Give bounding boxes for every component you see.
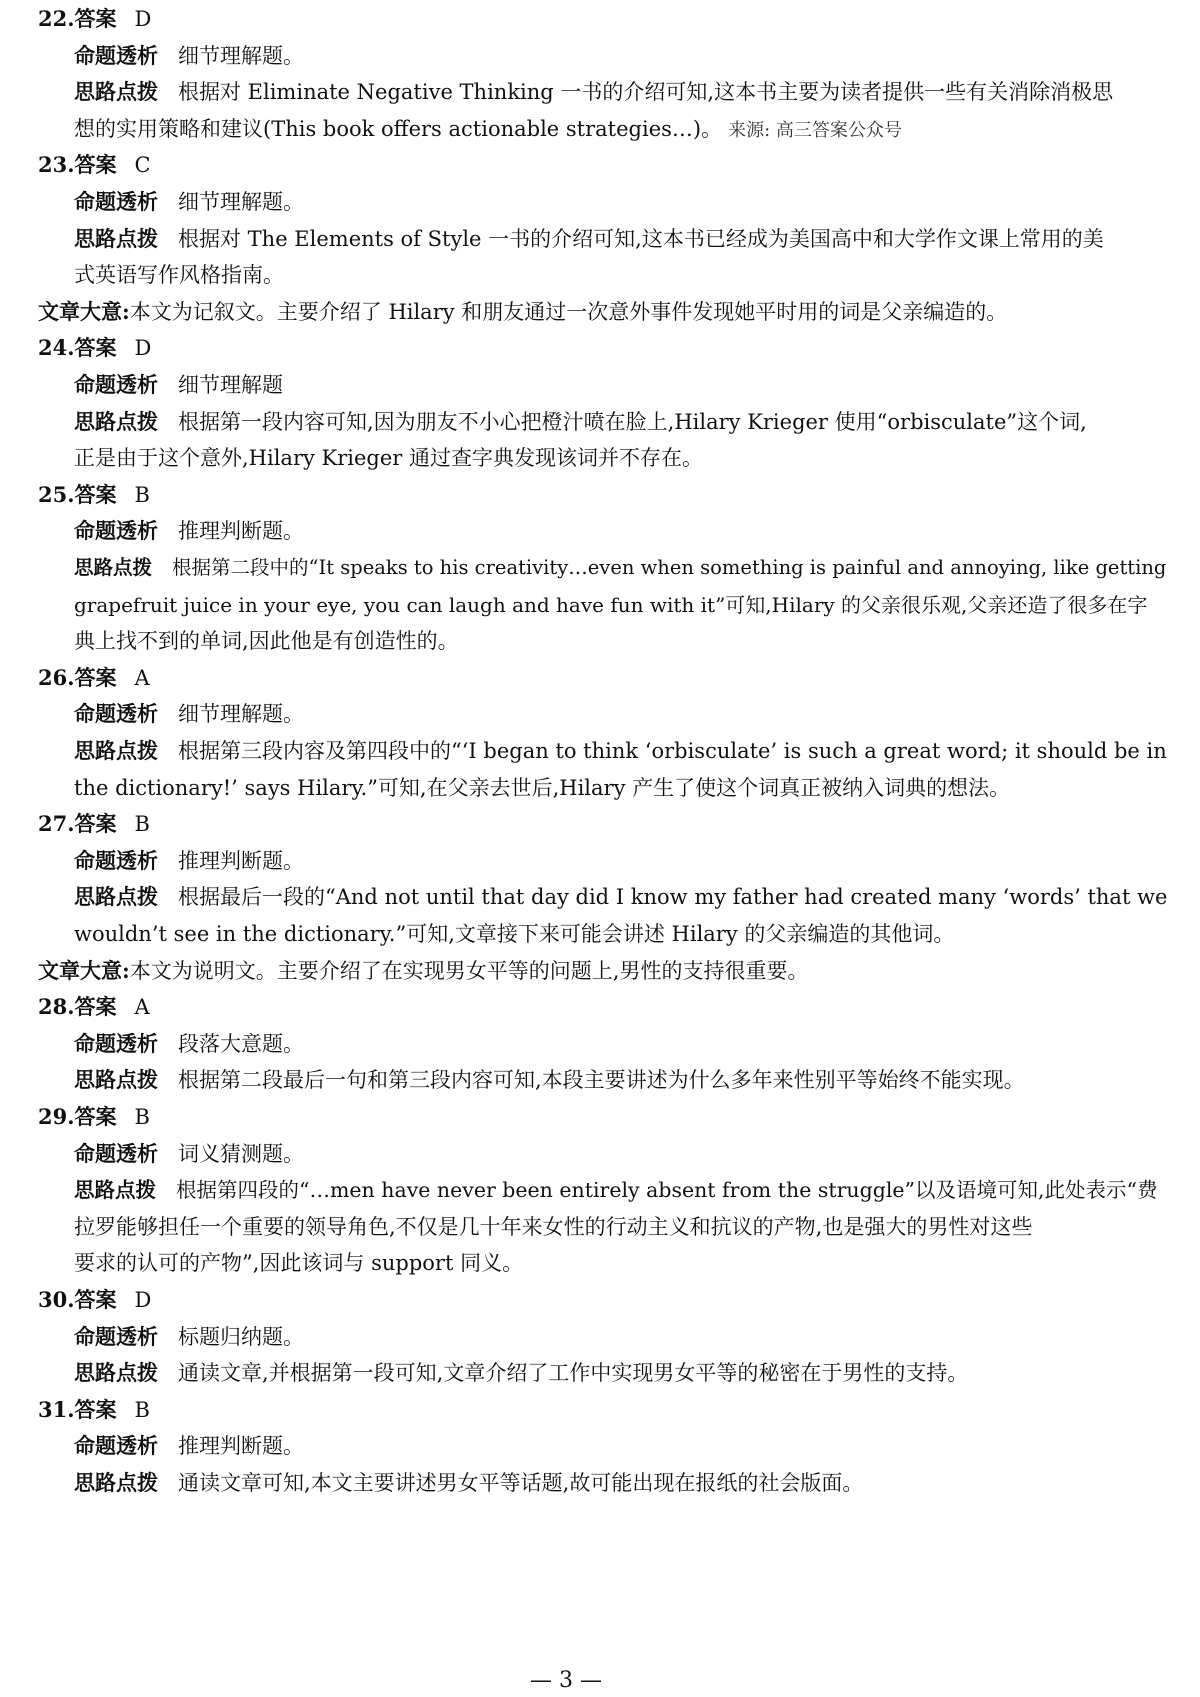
analysis-text: 根据第二段最后一句和第三段内容可知,本段主要讲述为什么多年来性别平等始终不能实现。 xyxy=(178,1068,1025,1093)
analysis-label: 思路点拨 xyxy=(74,1360,158,1386)
answer-letter: B xyxy=(134,812,150,837)
answer-line xyxy=(38,993,150,1021)
answer-label: 答案 xyxy=(74,335,117,361)
question-number: 31. xyxy=(38,1396,75,1422)
analysis-line xyxy=(74,554,1166,582)
answer-letter: B xyxy=(134,1397,150,1422)
analysis-label: 命题透析 xyxy=(74,1433,158,1459)
question-number: 29. xyxy=(38,1104,75,1129)
analysis-text: 词义猜测题。 xyxy=(178,1141,304,1166)
answer-line xyxy=(38,664,150,692)
analysis-label: 思路点拨 xyxy=(74,79,158,105)
continuation-text: the dictionary!’ says Hilary.”可知,在父亲去世后,Hilary 产生了使这个词真正被纳入词典的想法。 xyxy=(74,775,1011,800)
analysis-text: 推理判断题。 xyxy=(178,519,304,544)
answer-label: 答案 xyxy=(74,1104,117,1129)
analysis-label: 命题透析 xyxy=(74,1140,158,1166)
answer-letter: A xyxy=(134,665,150,690)
analysis-line xyxy=(74,78,1113,106)
answer-line xyxy=(38,1103,150,1131)
analysis-line xyxy=(74,1323,304,1351)
analysis-label: 思路点拨 xyxy=(74,1178,156,1203)
analysis-text: 段落大意题。 xyxy=(178,1031,304,1056)
continuation-text: 要求的认可的产物”,因此该词与 support 同义。 xyxy=(74,1251,524,1276)
analysis-line xyxy=(74,1030,304,1058)
analysis-text: 细节理解题。 xyxy=(178,43,304,68)
analysis-label: 思路点拨 xyxy=(74,884,158,910)
analysis-label: 思路点拨 xyxy=(74,556,153,579)
analysis-label: 命题透析 xyxy=(74,1323,158,1349)
continuation-text: 想的实用策略和建议(This book offers actionable strategies…)。 xyxy=(74,116,723,141)
analysis-text: 推理判断题。 xyxy=(178,1434,304,1459)
summary-text: 本文为记叙文。主要介绍了 Hilary 和朋友通过一次意外事件发现她平时用的词是父亲编造的。 xyxy=(129,299,1008,324)
question-number: 30. xyxy=(38,1287,75,1312)
analysis-label: 命题透析 xyxy=(74,189,158,214)
analysis-label: 命题透析 xyxy=(74,372,158,397)
analysis-line xyxy=(74,1359,968,1387)
analysis-label: 命题透析 xyxy=(74,701,158,727)
answer-label: 答案 xyxy=(74,994,117,1020)
analysis-line xyxy=(74,1432,304,1460)
article-summary xyxy=(38,957,808,985)
answer-letter: B xyxy=(134,482,150,507)
analysis-text: 根据最后一段的“And not until that day did I know my father had created many ‘words’ that we xyxy=(178,885,1168,910)
continuation-line xyxy=(74,627,459,655)
continuation-line xyxy=(74,115,902,145)
continuation-line xyxy=(74,1213,1032,1241)
article-summary xyxy=(38,298,1007,326)
analysis-label: 命题透析 xyxy=(74,1030,158,1056)
analysis-label: 思路点拨 xyxy=(74,738,158,763)
continuation-text: 典上找不到的单词,因此他是有创造性的。 xyxy=(74,629,459,654)
answer-line xyxy=(38,1396,150,1424)
summary-text: 本文为说明文。主要介绍了在实现男女平等的问题上,男性的支持很重要。 xyxy=(129,958,809,983)
analysis-line xyxy=(74,737,1167,765)
continuation-text: 正是由于这个意外,Hilary Krieger 通过查字典发现该词并不存在。 xyxy=(74,446,703,471)
analysis-line xyxy=(74,408,1087,436)
analysis-label: 思路点拨 xyxy=(74,408,158,434)
answer-label: 答案 xyxy=(74,664,117,690)
continuation-text: wouldn’t see in the dictionary.”可知,文章接下来可能会讲述 Hilary 的父亲编造的其他词。 xyxy=(74,922,955,946)
continuation-text: grapefruit juice in your eye, you can laugh and have fun with it”可知,Hilary 的父亲很乐观,父亲还造了很多在字 xyxy=(74,592,1148,617)
question-number: 24. xyxy=(38,335,75,361)
analysis-text: 细节理解题。 xyxy=(178,702,304,727)
analysis-line xyxy=(74,517,304,545)
answer-line xyxy=(38,1286,151,1314)
answer-line xyxy=(38,151,151,179)
question-number: 23. xyxy=(38,152,75,178)
analysis-line xyxy=(74,188,304,216)
summary-label: 文章大意: xyxy=(38,957,130,983)
answer-line xyxy=(38,334,151,362)
analysis-line xyxy=(74,42,304,70)
answer-label: 答案 xyxy=(74,481,117,507)
analysis-label: 命题透析 xyxy=(74,42,158,68)
analysis-line xyxy=(74,700,304,728)
answer-label: 答案 xyxy=(74,6,117,31)
answer-line xyxy=(38,5,151,33)
analysis-text: 根据第三段内容及第四段中的“‘I began to think ‘orbisculate’ is such a great word; it should be in xyxy=(178,739,1167,763)
answer-letter: C xyxy=(134,153,151,178)
answer-letter: B xyxy=(134,1105,150,1129)
continuation-line xyxy=(74,591,1147,619)
analysis-line xyxy=(74,1176,1158,1204)
analysis-label: 思路点拨 xyxy=(74,1067,158,1093)
analysis-text: 标题归纳题。 xyxy=(178,1324,304,1349)
continuation-line xyxy=(74,1249,523,1277)
continuation-text: 式英语写作风格指南。 xyxy=(74,263,284,288)
answer-line xyxy=(38,481,150,509)
analysis-text: 根据第一段内容可知,因为朋友不小心把橙汁喷在脸上,Hilary Krieger 使用“orbisculate”这个词, xyxy=(178,409,1087,434)
continuation-line xyxy=(74,774,1010,802)
question-number: 27. xyxy=(38,811,75,837)
analysis-text: 通读文章可知,本文主要讲述男女平等话题,故可能出现在报纸的社会版面。 xyxy=(178,1471,864,1495)
question-number: 26. xyxy=(38,664,75,690)
analysis-label: 命题透析 xyxy=(74,847,158,873)
analysis-line xyxy=(74,847,304,875)
analysis-text: 细节理解题。 xyxy=(178,190,304,214)
page-number: — 3 — xyxy=(530,1668,602,1693)
continuation-text: 拉罗能够担任一个重要的领导角色,不仅是几十年来女性的行动主义和抗议的产物,也是强大的男性对这些 xyxy=(74,1214,1033,1239)
answer-label: 答案 xyxy=(74,811,117,837)
answer-line xyxy=(38,810,150,838)
analysis-label: 命题透析 xyxy=(74,518,158,544)
question-number: 28. xyxy=(38,994,75,1020)
analysis-text: 根据第二段中的“It speaks to his creativity…even when something is painful and annoying, like getting xyxy=(172,556,1167,579)
answer-letter: D xyxy=(134,7,152,31)
analysis-text: 细节理解题 xyxy=(178,373,283,397)
analysis-line xyxy=(74,1140,304,1168)
summary-label: 文章大意: xyxy=(38,298,130,324)
answer-letter: D xyxy=(134,336,152,361)
continuation-line xyxy=(74,920,954,948)
analysis-text: 根据对 Eliminate Negative Thinking 一书的介绍可知,这本书主要为读者提供一些有关消除消极思 xyxy=(178,80,1114,105)
analysis-line xyxy=(74,1066,1025,1094)
analysis-line xyxy=(74,1469,863,1497)
analysis-line xyxy=(74,883,1167,911)
analysis-line xyxy=(74,225,1104,253)
answer-letter: A xyxy=(134,995,150,1020)
answer-letter: D xyxy=(134,1288,152,1312)
answer-label: 答案 xyxy=(74,152,117,178)
analysis-text: 根据第四段的“…men have never been entirely absent from the struggle”以及语境可知,此处表示“费 xyxy=(176,1178,1158,1203)
answer-label: 答案 xyxy=(74,1287,117,1312)
analysis-text: 推理判断题。 xyxy=(178,848,304,873)
question-number: 25. xyxy=(38,481,75,507)
analysis-label: 思路点拨 xyxy=(74,225,158,251)
answer-label: 答案 xyxy=(74,1396,117,1422)
continuation-line xyxy=(74,261,284,289)
analysis-text: 通读文章,并根据第一段可知,文章介绍了工作中实现男女平等的秘密在于男性的支持。 xyxy=(178,1361,969,1386)
analysis-label: 思路点拨 xyxy=(74,1470,158,1495)
source-note: 来源: 高三答案公众号 xyxy=(728,119,902,141)
analysis-text: 根据对 The Elements of Style 一书的介绍可知,这本书已经成为美国高中和大学作文课上常用的美 xyxy=(178,226,1104,251)
analysis-line xyxy=(74,371,283,399)
continuation-line xyxy=(74,444,703,472)
question-number: 22. xyxy=(38,6,75,31)
